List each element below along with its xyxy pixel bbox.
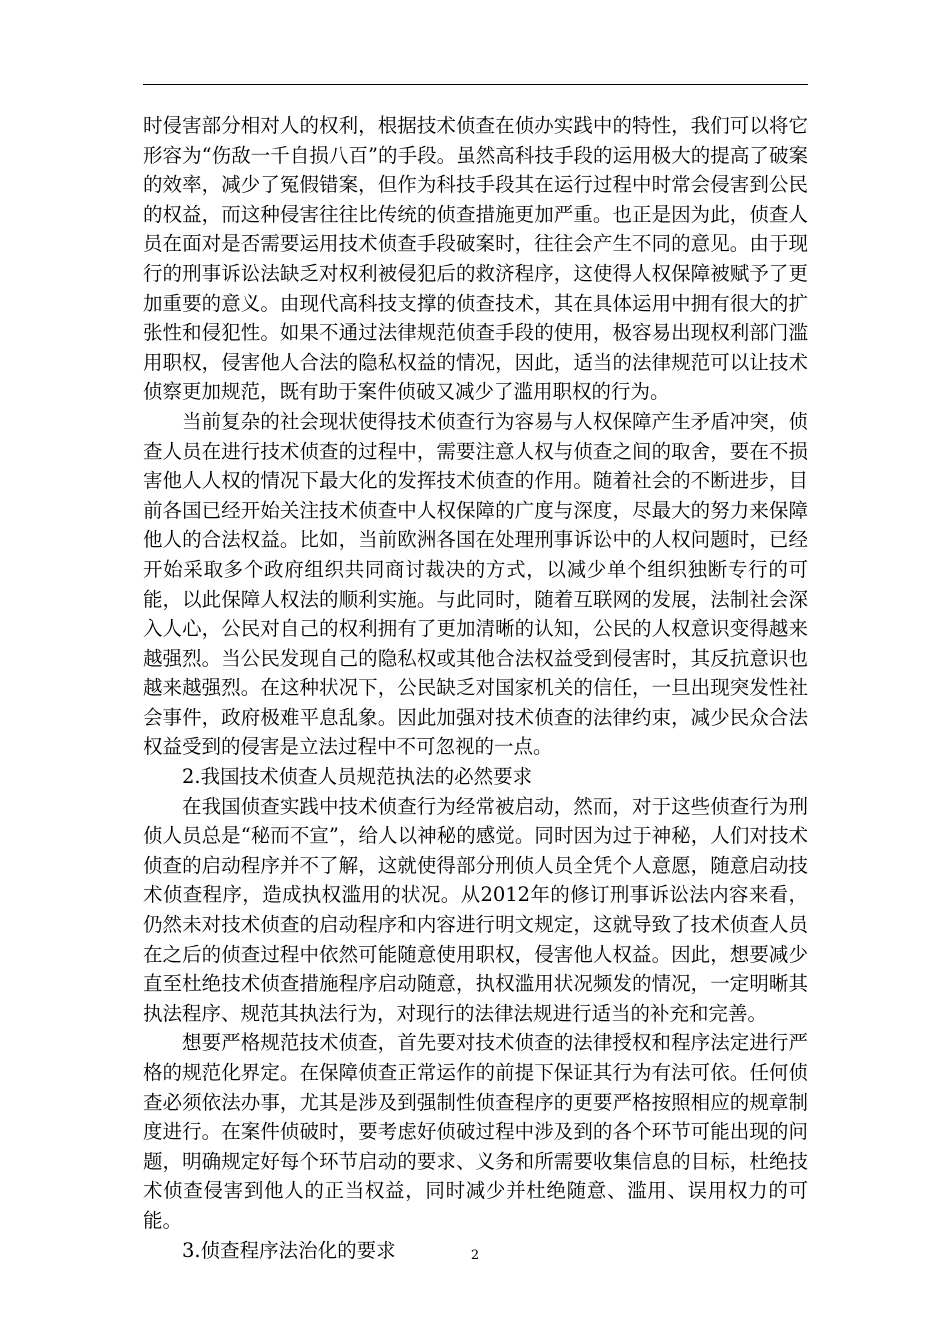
- paragraph-human-rights: 当前复杂的社会现状使得技术侦查行为容易与人权保障产生矛盾冲突，侦查人员在进行技术侦查的过程中，需要注意人权与侦查之间的取舍，要在不损害他人人权的情况下最大化的发挥技术侦查的作用。随着社会的不断进步，目前各国已经开始关注技术侦查中人权保障的广度与深度，尽最大的努力来保障他人的合法权益。比如，当前欧洲各国在处理刑事诉讼中的人权问题时，已经开始采取多个政府组织共同商讨裁决的方式，以减少单个组织独断专行的可能，以此保障人权法的顺利实施。与此同时，随着互联网的发展，法制社会深入人心，公民对自己的权利拥有了更加清晰的认知，公民的人权意识变得越来越强烈。当公民发现自己的隐私权或其他合法权益受到侵害时，其反抗意识也越来越强烈。在这种状况下，公民缺乏对国家机关的信任，一旦出现突发性社会事件，政府极难平息乱象。因此加强对技术侦查的法律约束，减少民众合法权益受到的侵害是立法过程中不可忽视的一点。: [143, 409, 808, 759]
- paragraph-continued: 时侵害部分相对人的权利，根据技术侦查在侦办实践中的特性，我们可以将它形容为“伤敌一千自损八百”的手段。虽然高科技手段的运用极大的提高了破案的效率，减少了冤假错案，但作为科技手段其在运行过程中时常会侵害到公民的权益，而这种侵害往往比传统的侦查措施更加严重。也正是因为此，侦查人员在面对是否需要运用技术侦查手段破案时，往往会产生不同的意见。由于现行的刑事诉讼法缺乏对权利被侵犯后的救济程序，这使得人权保障被赋予了更加重要的意义。由现代高科技支撑的侦查技术，其在具体运用中拥有很大的扩张性和侵犯性。如果不通过法律规范侦查手段的使用，极容易出现权利部门滥用职权，侵害他人合法的隐私权益的情况，因此，适当的法律规范可以让技术侦察更加规范，既有助于案件侦破又减少了滥用职权的行为。: [143, 114, 808, 404]
- section-heading-3: 3.侦查程序法治化的要求: [182, 1238, 396, 1262]
- paragraph-enforcement: 在我国侦查实践中技术侦查行为经常被启动，然而，对于这些侦查行为刑侦人员总是“秘而不宣”，给人以神秘的感觉。同时因为过于神秘，人们对技术侦查的启动程序并不了解，这就使得部分刑侦人员全凭个人意愿，随意启动技术侦查程序，造成执权滥用的状况。从2012年的修订刑事诉讼法内容来看，仍然未对技术侦查的启动程序和内容进行明文规定，这就导致了技术侦查人员在之后的侦查过程中依然可能随意使用职权，侵害他人权益。因此，想要减少直至杜绝技术侦查措施程序启动随意，执权滥用状况频发的情况，一定明晰其执法程序、规范其执法行为，对现行的法律法规进行适当的补充和完善。: [143, 794, 808, 1025]
- paragraph-regulation: 想要严格规范技术侦查，首先要对技术侦查的法律授权和程序法定进行严格的规范化界定。在保障侦查正常运作的前提下保证其行为有法可依。任何侦查必须依法办事，尤其是涉及到强制性侦查程序的更要严格按照相应的规章制度进行。在案件侦破时，要考虑好侦破过程中涉及到的各个环节可能出现的问题，明确规定好每个环节启动的要求、义务和所需要收集信息的目标，杜绝技术侦查侵害到他人的正当权益，同时减少并杜绝随意、滥用、误用权力的可能。: [143, 1031, 808, 1232]
- page-number: 2: [470, 1248, 480, 1263]
- section-heading-2: 2.我国技术侦查人员规范执法的必然要求: [182, 765, 533, 789]
- page-body: [143, 111, 808, 1265]
- header-rule: [143, 84, 808, 85]
